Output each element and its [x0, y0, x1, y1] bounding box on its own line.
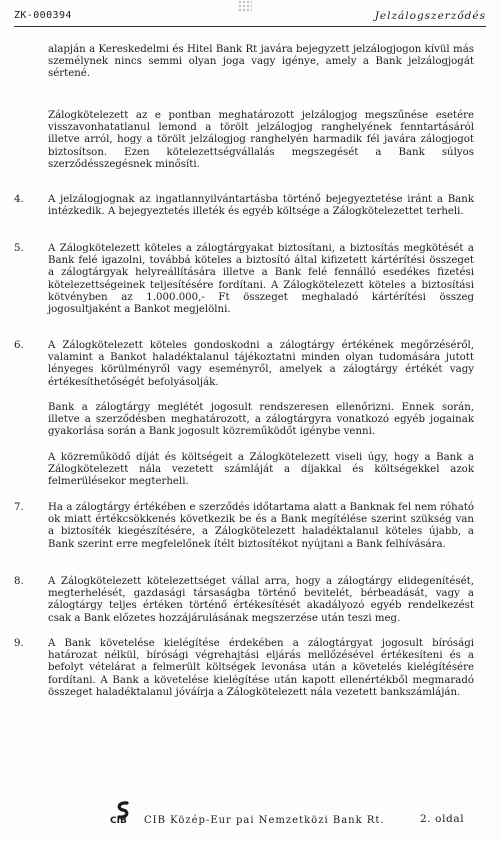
- paragraph-3-waiver: Zálogkötelezett az e pontban meghatározott jelzálogjog megszűnése esetére visszavonhatatlanul lemond a törölt jelzálogjog ranghelyének fenntartásáról illetve arról, hogy a törölt jelzálogjog ranghelyén harmadik fél javára zálogjogot biztosítson. Ezen kötelezettségvállalás megszegését a Bank súlyos szerződésszegésnek minősíti.: [48, 110, 474, 170]
- document-id: ZK-000394: [14, 10, 72, 21]
- clause-7: Ha a zálogtárgy értékében e szerződés időtartama alatt a Banknak fel nem róható ok miatt értékcsökkenés következik be és a Bank megítélése szerint szükség van a biztosíték kiegészítésére, a Zálogkötelezett haladéktalanul köteles újabb, a Bank szerint erre megfelelőnek ítélt biztosítékot nyújtani a Bank felhívására.: [48, 502, 474, 550]
- clause-number-8: 8.: [14, 576, 24, 587]
- clause-number-5: 5.: [14, 243, 24, 254]
- paragraph-3-cont: alapján a Kereskedelmi és Hitel Bank Rt javára bejegyzett jelzálogjogon kívül más személynek nincs semmi olyan joga vagy igénye, amely a Bank jelzálogjogát sértené.: [48, 44, 474, 80]
- clause-9: A Bank követelése kielégítése érdekében a zálogtárgyat jogosult bírósági határozat nélkül, bírósági végrehajtási eljárás mellőzésével értékesíteni és a befolyt vételárat a felmerült költségek levonása után a követelés kielégítésére fordítani. A Bank a követelése kielégítése után kapott ellenértékből megmaradó összeget haladéktalanul jóváírja a Zálogkötelezett nála vezetett bankszámláján.: [48, 638, 474, 698]
- document-title: Jelzálogszerződés: [374, 10, 486, 22]
- clause-number-9: 9.: [14, 638, 24, 649]
- logo-text: CIB: [110, 816, 127, 826]
- clause-6: A Zálogkötelezett köteles gondoskodni a zálogtárgy értékének megőrzéséről, valamint a Bankot haladéktalanul tájékoztatni minden olyan tudomására jutott lényeges körülményről vagy eseményről, amelyek a zálogtárgy értékét vagy értékesíthetőségét befolyásolják.: [48, 340, 474, 388]
- clause-6-fees: A közreműködő díját és költségeit a Zálogkötelezett viseli úgy, hogy a Bank a Zálogkötelezett nála vezetett számláját a díjakkal és költségekkel azok felmerülésekor megterheli.: [48, 452, 474, 488]
- clause-8: A Zálogkötelezett kötelezettséget vállal arra, hogy a zálogtárgy elidegenítését, megterhelését, gazdasági társaságba történő bevitelét, bérbeadását, vagy a zálogtárgy teljes értéken történő értékesítését akadályozó egyéb rendelkezést csak a Bank előzetes hozzájárulásának megszerzése után teszi meg.: [48, 576, 474, 624]
- header-rule: [14, 26, 486, 27]
- page-header: [14, 10, 486, 28]
- clause-number-7: 7.: [14, 502, 24, 513]
- clause-4: A jelzálogjognak az ingatlannyilvántartásba történő bejegyeztetése iránt a Bank intézkedik. A bejegyeztetés illeték és egyéb költsége a Zálogkötelezettet terheli.: [48, 194, 474, 218]
- page-number: 2. oldal: [420, 813, 465, 825]
- clause-5: A Zálogkötelezett köteles a zálogtárgyakat biztosítani, a biztosítás megkötését a Bank felé igazolni, továbbá köteles a biztosító által kifizetett kártérítési összeget a zálogtárgyak helyreállítására illetve a Bank felé fennálló esedékes fizetési kötelezettségeinek teljesítésére fordítani. A Zálogkötelezett köteles a biztosítási kötvényben az 1.000.000,- Ft összeget meghaladó kártérítési összeg jogosultjaként a Bankot megjelölni.: [48, 243, 474, 316]
- clause-number-4: 4.: [14, 194, 24, 205]
- page-footer: [0, 795, 500, 835]
- clause-number-6: 6.: [14, 340, 24, 351]
- clause-6-inspection: Bank a zálogtárgy meglétét jogosult rendszeresen ellenőrizni. Ennek során, illetve a szerződésben meghatározott, a zálogtárgyra vonatkozó egyéb jogainak gyakorlása során a Bank jogosult közreműködőt igénybe venni.: [48, 402, 474, 438]
- bank-name: CIB Közép-Eur pai Nemzetközi Bank Rt.: [144, 815, 385, 826]
